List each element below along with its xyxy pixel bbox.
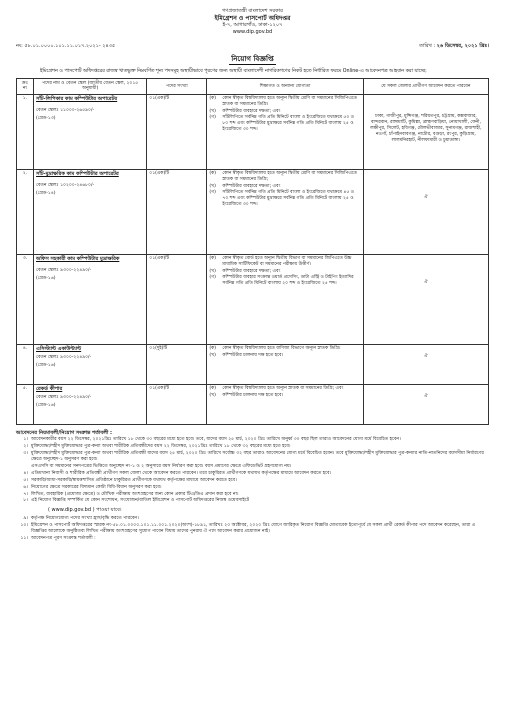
qualification-item: (খ) কম্পিউটার চালনায় দক্ষ হতে হবে। <box>209 392 284 398</box>
grade: (গ্রেড-১৬) <box>36 402 56 408</box>
post-count: ০১(এক)টি <box>147 169 207 254</box>
header-count: পদের সংখ্যা <box>147 79 207 95</box>
vacancy-rows <box>17 94 489 424</box>
row-serial: ৩. <box>17 254 34 344</box>
qualification-item: (ক) কোন স্বীকৃত বিশ্ববিদ্যালয় হতে বাণিজ্য বিভাগে অন্যূন স্নাতক ডিগ্রি। <box>209 346 341 352</box>
table-row <box>17 384 489 424</box>
website-url[interactable]: www.dip.gov.bd <box>232 28 273 35</box>
ditto-mark: ঐ <box>424 394 428 400</box>
qualification-item: (খ) কম্পিউটার ব্যবহারে দক্ষতা; এবং <box>209 108 281 114</box>
date-value: ২৬ ডিসেম্বর, ২০২১ খ্রিঃ। <box>436 43 489 50</box>
ditto-mark: ঐ <box>424 280 428 286</box>
qualification-item: (ক) কোন স্বীকৃত বিশ্ববিদ্যালয় হতে অন্যূন স্নাতক বা সমমানের ডিগ্রি; এবং <box>209 386 344 392</box>
qualification-item: (ক) কোন স্বীকৃত বোর্ড হতে অন্যূন দ্বিতীয় বিভাগ বা সমমানের জিপিএতে উচ্চ মাধ্যমিক সার্টিফিকেট বা সমমানের পরীক্ষায় উত্তীর্ণ। <box>209 256 352 268</box>
post-count: ০১(এক)টি <box>147 254 207 344</box>
list-item: ২। মুক্তিযোদ্ধা/শহীদ মুক্তিযোদ্ধার পুত্র-কন্যা অথবা শারীরিক প্রতিবন্ধীদের বয়স ২২ ডিসেম্বর, ২০২১খ্রিঃ তারিখে ১৮ থেকে ৩২ বছরের মধ্যে হতে হবে। <box>23 444 291 450</box>
grade: (গ্রেড-১৬) <box>36 362 56 368</box>
table-header-row <box>17 79 489 95</box>
memo-number: নং: ৫৮.০১.০০০০.১০১.১১.০১৭.২০২১- ২৪৩৫ <box>16 43 116 50</box>
govt-name: গণপ্রজাতন্ত্রী বাংলাদেশ সরকার <box>222 8 283 14</box>
qualification-item: (গ) সাঁটলিপিতে সর্বনিম্ন গতি প্রতি মিনিটে বাংলা ও ইংরেজিতে যথাক্রমে ৫০ ও ৮০ শব্দ এবং কম্পিউটার মুদ্রাক্ষরে সর্বনিম্ন গতি প্রতি মিনিটে বাংলায় ২৫ ও ইংরেজিতে ৩০ শব্দ। <box>209 114 354 132</box>
row-post-cell <box>34 344 147 384</box>
pay-scale: বেতন স্কেলঃ ৯৩০০-২২৪৯০/- <box>36 394 92 400</box>
post-name: সাঁট-মুদ্রাক্ষরিক কাম কম্পিউটার অপারেটর <box>36 171 119 178</box>
website-link[interactable]: ( www.dip.gov.bd ) পাওয়া যাবে। <box>48 507 122 514</box>
pay-scale: বেতন স্কেলঃ ১১০০০-২৬৫৯০/- <box>36 107 95 113</box>
letterhead <box>16 8 489 35</box>
list-item: ৯। কর্তৃপক্ষ নিয়োগযোগ্য পদের সংখ্যা হ্রাস/বৃদ্ধি করতে পারবেন। <box>23 515 139 521</box>
header-post: পদের নাম ও বেতন স্কেল (জাতীয় বেতন স্কেল, ২০১৫ অনুযায়ী) <box>34 79 147 95</box>
header-serial: ক্রঃ নং <box>17 79 34 95</box>
district-quota <box>363 169 488 254</box>
grade: (গ্রেড-১৪) <box>36 190 56 196</box>
qualification-item: (খ) কম্পিউটার ব্যবহারে দক্ষতা; এবং <box>209 268 281 274</box>
post-name: রেকর্ড কীপার <box>36 386 63 393</box>
department-name: ইমিগ্রেশন ও পাসপোর্ট অধিদপ্তর <box>214 14 291 22</box>
post-count: ০২(দুই)টি <box>147 344 207 384</box>
qualifications <box>207 254 363 344</box>
pay-scale: বেতন স্কেলঃ ১০২০০-২৪৬৮০/- <box>36 182 95 188</box>
qualifications <box>207 344 363 384</box>
table-row <box>17 254 489 344</box>
row-post-cell <box>34 254 147 344</box>
post-count: ০১(এক)টি <box>147 384 207 424</box>
qualification-item: (গ) কম্পিউটার ব্যবহার সংক্রান্ত ওয়ার্ড প্রসেসিং, ডাটা এন্ট্রি ও টাইপিং ইত্যাদির সর্বনিম্ন গতি প্রতি মিনিটে বাংলায় ২০ শব্দ ও ইংরেজিতে ২৫ শব্দ। <box>209 274 354 286</box>
memo-line <box>16 43 489 50</box>
list-item: ১০। ইমিগ্রেশন ও পাসপোর্ট অধিদপ্তরের স্মারক নং-৫৮.০১.০০০০.১০১.১১.০০১.২০২০(অংশ)-১৮৯১, তারিখঃ ২০ অক্টোবর, ২০২০ খ্রিঃ যোগে জারিকৃত নিয়োগ বিজ্ঞপ্তি মোতাবেক ইতোপূর্বে যে সকল প্রার্থী রেকর্ড কীপার পদে আবেদন করেছেন, তারা এ বিজ্ঞপ্তির আলোকে অনুষ্ঠিতব্য লিখিত পরীক্ষায় অংশগ্রহণের সুযোগ পাবেন বিধায় তাদের পুনরায় ঐ পদে আবেদন করার প্রয়োজন নাই। <box>20 522 476 534</box>
table-row <box>17 344 489 384</box>
qualification-item: (খ) কম্পিউটার ব্যবহারে দক্ষতা; এবং <box>209 183 281 189</box>
row-serial: ৪. <box>17 344 34 384</box>
table-row <box>17 94 489 169</box>
pay-scale: বেতন স্কেলঃ ৯৩০০-২২৪৯০/- <box>36 354 92 360</box>
district-quota <box>363 344 488 384</box>
district-quota <box>363 384 488 424</box>
notice-title: নিয়োগ বিজ্ঞপ্তি <box>229 55 276 65</box>
post-name: অফিস সহকারী কাম কম্পিউটার মুদ্রাক্ষরিক <box>36 256 120 263</box>
row-post-cell <box>34 169 147 254</box>
intro-paragraph: ইমিগ্রেশন ও পাসপোর্ট অধিদপ্তরের রাজস্ব খাতভুক্ত নিম্নবর্ণিত শূন্য পদসমূহ অস্থায়ীভাবে পূরণের জন্য অস্থায়ী বাংলাদেশী নাগরিকগণের নিকট হতে নির্ধারিত ফরমে Online-এ আবেদনপত্র আহবান করা যাচ্ছে: <box>40 68 427 74</box>
conditions-title: আবেদনের নিয়মাবলী/নিয়োগ সংক্রান্ত শর্তাবলী : <box>16 429 113 436</box>
list-item: ৪। এতিমখানা নিবাসী ও শারীরিক প্রতিবন্ধী প্রার্থীগণ সকল জেলা থেকে আবেদন করতে পারবেন। তবে চাকুরিরত প্রার্থীগণকে যথাযথ কর্তৃপক্ষের মাধ্যমে আবেদন করতে হবে। <box>23 470 332 476</box>
pay-scale: বেতন স্কেলঃ ৯৩০০-২২৪৯০/- <box>36 267 92 273</box>
post-name: এসিস্ট্যান্ট একাউন্ট্যান্ট <box>36 346 82 353</box>
post-count: ০১(এক)টি <box>147 94 207 169</box>
row-serial: ৫. <box>17 384 34 424</box>
list-item: ১। আবেদনকারীর বয়স ২২ ডিসেম্বর, ২০২১খ্রিঃ তারিখে ১৮ থেকে ৩০ বছরের মধ্যে হতে হবে। তবে, যাদের বয়স ২৫ মার্চ, ২০২০ খ্রিঃ তারিখে অনুর্ধ্ব ৩০ বছর ছিল তারাও আবেদনের যোগ্য মর্মে বিবেচিত হবেন। <box>23 437 401 443</box>
list-item: ৮। এই নিয়োগ বিজ্ঞপ্তি সম্পর্কিত যে কোন সংশোধন, সংযোজন/বাতিল ইমিগ্রেশন ও পাসপোর্ট অধিদপ্তরের নিজস্ব ওয়েবসাইটে <box>23 498 250 504</box>
qualification-item: (ক) কোন স্বীকৃত বিশ্ববিদ্যালয় হতে অন্যূন দ্বিতীয় শ্রেণি বা সমমানের সিজিপিএতে স্নাতক বা সমমানের ডিগ্রি। <box>209 96 357 108</box>
qualification-item: (ক) কোন স্বীকৃত বিশ্ববিদ্যালয় হতে অন্যূন দ্বিতীয় শ্রেণি বা সমমানের সিজিপিএতে স্নাতক বা সমমানের ডিগ্রি; <box>209 171 357 183</box>
table-row <box>17 169 489 254</box>
row-serial: ১. <box>17 94 34 169</box>
qualification-item: (খ) কম্পিউটার চালনায় দক্ষ হতে হবে। <box>209 352 284 358</box>
list-item: ৩। মুক্তিযোদ্ধা/শহীদ মুক্তিযোদ্ধার পুত্র-কন্যা অথবা শারীরিক প্রতিবন্ধী যাদের বয়স ২৫ মার্চ, ২০২০ খ্রিঃ তারিখে সর্বোচ্চ ৩২ বছর তারাও আবেদনের যোগ্য মর্মে বিবেচিত হবেন। তবে মুক্তিযোদ্ধা/শহীদ মুক্তিযোদ্ধার পুত্র-কন্যার নাতি-নাতনিদের বয়সসীমা নির্ধারণের ক্ষেত্রে অনুচ্ছেদ-১ অনুসরণ করা হবে। <box>23 451 484 463</box>
post-name: সাঁট-লিপিকার কাম কম্পিউটার অপারেটর <box>36 96 118 103</box>
district-quota <box>363 254 488 344</box>
qualifications <box>207 384 363 424</box>
grade: (গ্রেড-১৬) <box>36 275 56 281</box>
date-label: তারিখ : <box>419 43 437 50</box>
qualification-item: (গ) সাঁটলিপিতে সর্বনিম্ন গতি প্রতি মিনিটে বাংলা ও ইংরেজিতে যথাক্রমে ৪৫ ও ৭০ শব্দ এবং কম্পিউটার মুদ্রাক্ষরে সর্বনিম্ন গতি প্রতি মিনিটে বাংলায় ২৫ ও ইংরেজিতে ৩০ শব্দ। <box>209 189 354 207</box>
row-post-cell <box>34 384 147 424</box>
memo-date <box>419 43 489 50</box>
office-address: ই-৭, আগারগাঁও, ঢাকা-১২০৭ <box>222 22 283 29</box>
header-qualification: শিক্ষাগত ও অন্যান্য যোগ্যতা <box>207 79 363 95</box>
vacancy-table <box>16 78 489 425</box>
ditto-mark: ঐ <box>424 354 428 360</box>
list-item: ৬। নিয়োগের ক্ষেত্রে সরকারের বিদ্যমান কোটা বিধি-বিধান অনুসরণ করা হবে। <box>23 484 162 490</box>
list-item: ৫। সরকারি/আধা-সরকারি/স্বায়ত্তশাসিত প্রতিষ্ঠানে চাকুরিরত প্রার্থীগণকে যথাযথ কর্তৃপক্ষের মাধ্যমে আবেদন করতে হবে। <box>23 477 237 483</box>
list-item: এসএসসি বা সমমানের সনদপত্রের ভিত্তিতে অনুচ্ছেদ নং-১ ও ২ অনুসারে বয়স নির্ধারণ করা হবে। বয়স প্রমাণের ক্ষেত্রে এফিডেভিট গ্রহণযোগ্য নয়। <box>31 463 292 469</box>
list-item: ৭। লিখিত, ব্যবহারিক (প্রযোজ্য ক্ষেত্রে) ও মৌখিক পরীক্ষায় অংশগ্রহণের জন্য কোন প্রকার টিএ/ডিএ প্রদান করা হবে না। <box>23 491 239 497</box>
conditions-list <box>16 437 489 541</box>
row-serial: ২. <box>17 169 34 254</box>
qualifications <box>207 169 363 254</box>
header-district-quota: যে সকল জেলার প্রার্থীগণ আবেদন করতে পারবেন <box>363 79 488 95</box>
list-item: ১১। আবেদনপত্র পূরণ সংক্রান্ত শর্তাবলী : <box>20 535 96 541</box>
qualifications <box>207 94 363 169</box>
ditto-mark: ঐ <box>424 195 428 201</box>
grade: (গ্রেড-১৩) <box>36 115 56 121</box>
row-post-cell <box>34 94 147 169</box>
district-quota: ঢাকা, গাজীপুর, মুন্সিগঞ্জ, শরিয়তপুর, চট্টগ্রাম, কক্সবাজার, বান্দরবান, রাঙ্গামাটি, কুমিল্লা, ব্রাহ্মণবাড়িয়া, নোয়াখালী, ফেনী, লক্ষীপুর, সিলেট, হবিগঞ্জ, মৌলভীবাজার, সুনামগঞ্জ, রাজশাহী, নওগাঁ, চাঁপাইনবাবগঞ্জ, নাটোর, বগুড়া, রংপুর, কুড়িগ্রাম, লালমনিরহাট, নীলফামারী ও চুয়াডাঙ্গা। <box>363 94 488 169</box>
